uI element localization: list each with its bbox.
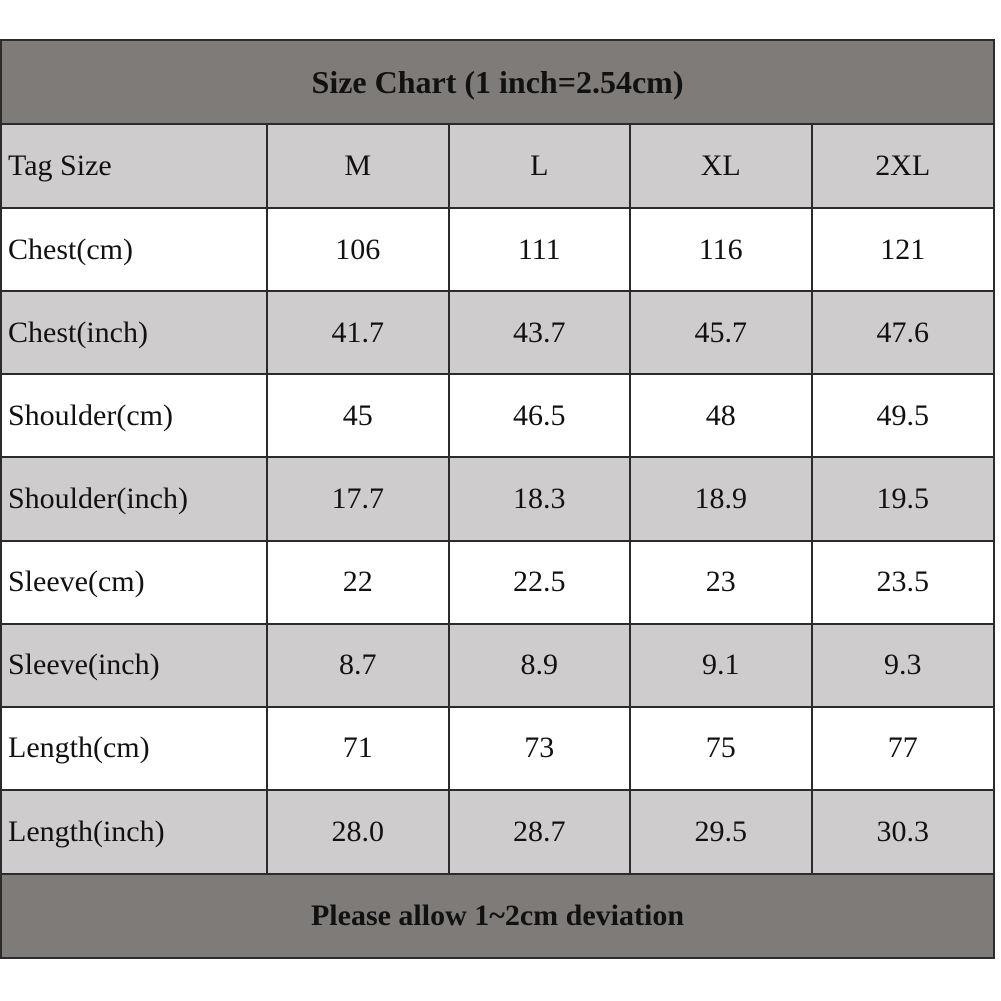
row-label: Length(inch) — [2, 790, 267, 873]
cell-value: 30.3 — [812, 790, 994, 873]
cell-value: 49.5 — [812, 374, 994, 457]
cell-value: 111 — [449, 208, 631, 291]
cell-value: 75 — [630, 707, 812, 790]
cell-value: 121 — [812, 208, 994, 291]
cell-value: 28.0 — [267, 790, 449, 873]
size-table — [2, 125, 993, 873]
row-label: Chest(cm) — [2, 208, 267, 291]
cell-value: 22.5 — [449, 541, 631, 624]
cell-value: 8.7 — [267, 624, 449, 707]
cell-value: 9.3 — [812, 624, 994, 707]
cell-value: 18.3 — [449, 457, 631, 540]
cell-value: 8.9 — [449, 624, 631, 707]
cell-value: 116 — [630, 208, 812, 291]
cell-value: 17.7 — [267, 457, 449, 540]
cell-value: 41.7 — [267, 291, 449, 374]
cell-value: 43.7 — [449, 291, 631, 374]
table-row — [2, 208, 993, 291]
cell-value: 106 — [267, 208, 449, 291]
cell-value: 71 — [267, 707, 449, 790]
table-row — [2, 624, 993, 707]
table-row — [2, 374, 993, 457]
table-row — [2, 541, 993, 624]
cell-value: 9.1 — [630, 624, 812, 707]
cell-value: 18.9 — [630, 457, 812, 540]
deviation-note: Please allow 1~2cm deviation — [2, 873, 993, 957]
table-row — [2, 291, 993, 374]
size-chart — [0, 39, 995, 959]
cell-value: 47.6 — [812, 291, 994, 374]
cell-value: 73 — [449, 707, 631, 790]
row-label: Sleeve(cm) — [2, 541, 267, 624]
header-label: Tag Size — [2, 125, 267, 208]
cell-value: 48 — [630, 374, 812, 457]
cell-value: 23 — [630, 541, 812, 624]
row-label: Sleeve(inch) — [2, 624, 267, 707]
cell-value: 23.5 — [812, 541, 994, 624]
size-header: XL — [630, 125, 812, 208]
cell-value: 45.7 — [630, 291, 812, 374]
cell-value: 45 — [267, 374, 449, 457]
header-row — [2, 125, 993, 208]
size-header: 2XL — [812, 125, 994, 208]
cell-value: 29.5 — [630, 790, 812, 873]
table-row — [2, 790, 993, 873]
row-label: Shoulder(inch) — [2, 457, 267, 540]
table-row — [2, 457, 993, 540]
size-header: M — [267, 125, 449, 208]
cell-value: 19.5 — [812, 457, 994, 540]
chart-title: Size Chart (1 inch=2.54cm) — [2, 41, 993, 125]
size-header: L — [449, 125, 631, 208]
cell-value: 22 — [267, 541, 449, 624]
row-label: Shoulder(cm) — [2, 374, 267, 457]
cell-value: 77 — [812, 707, 994, 790]
row-label: Chest(inch) — [2, 291, 267, 374]
cell-value: 28.7 — [449, 790, 631, 873]
table-row — [2, 707, 993, 790]
row-label: Length(cm) — [2, 707, 267, 790]
cell-value: 46.5 — [449, 374, 631, 457]
